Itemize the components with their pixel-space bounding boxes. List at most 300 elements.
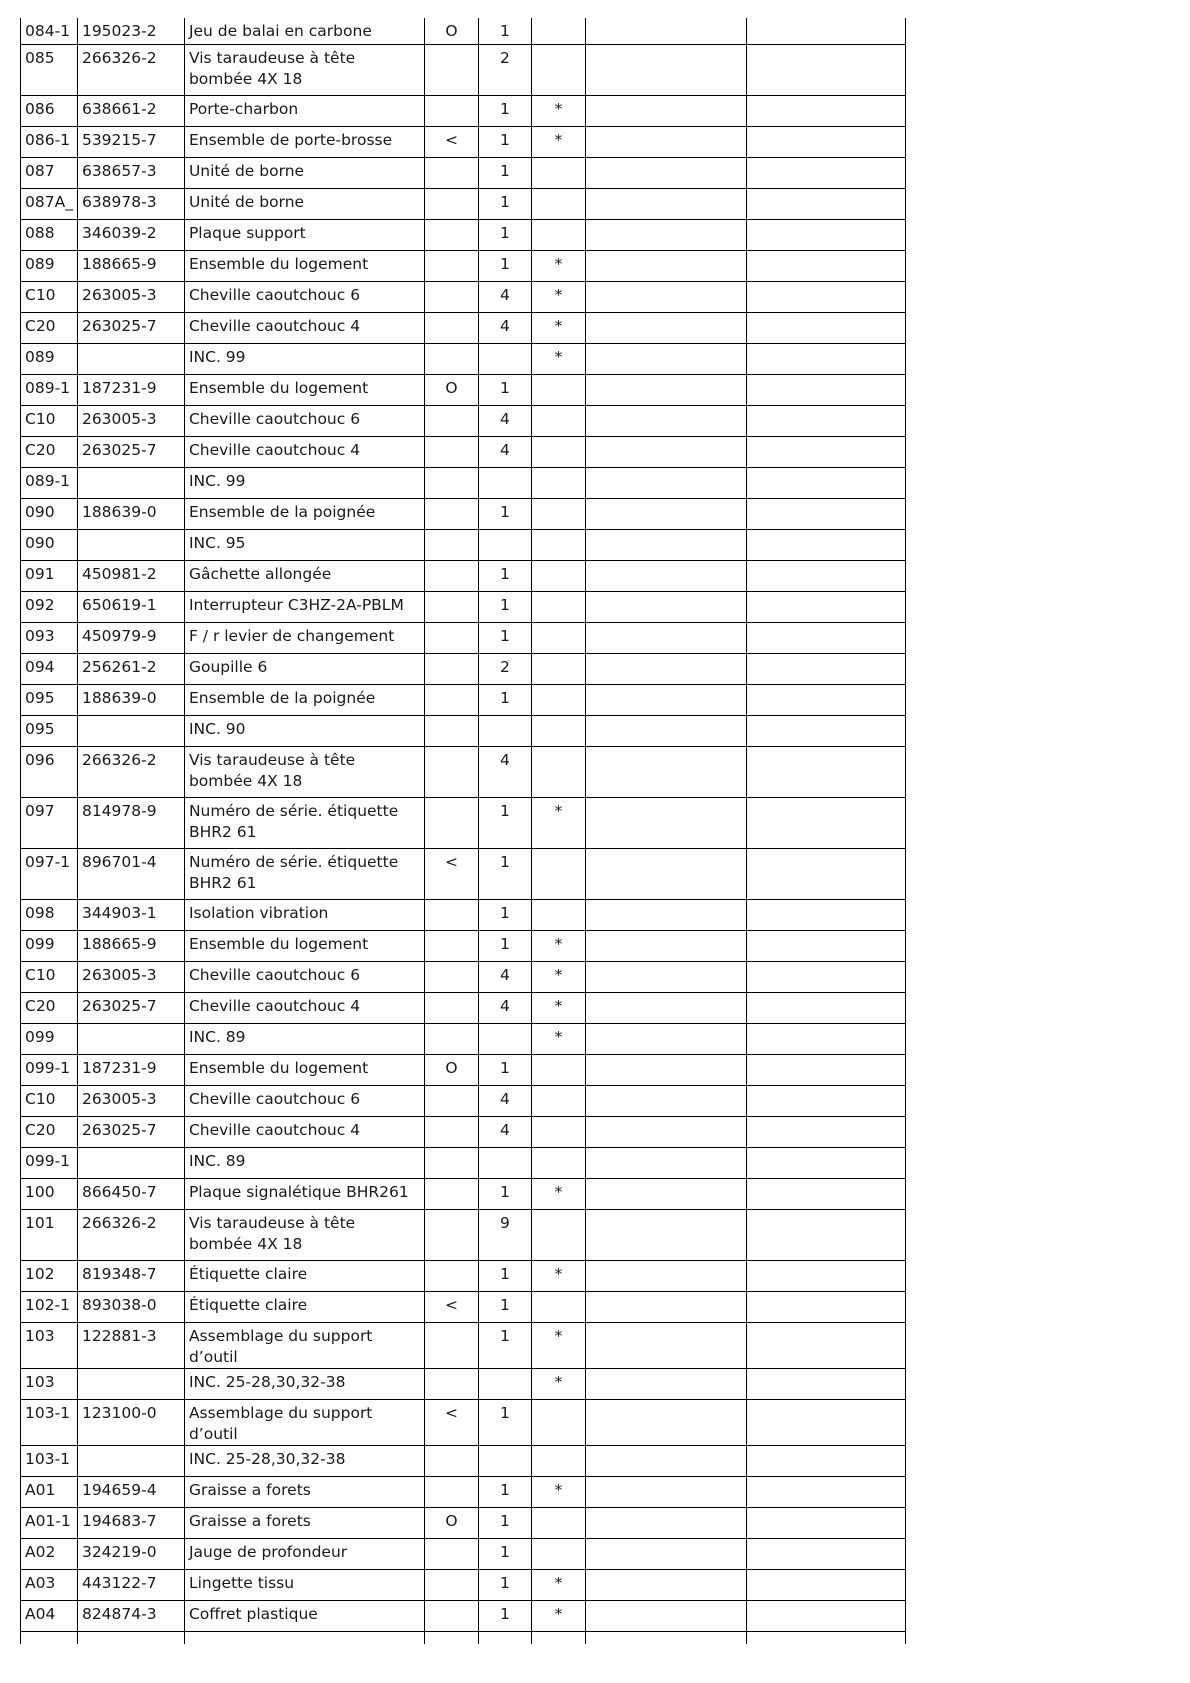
- blank-cell: [746, 468, 905, 499]
- description-cell: Ensemble du logement: [184, 1055, 424, 1086]
- marker-cell: O: [424, 1508, 478, 1539]
- part-number-cell: 324219-0: [77, 1539, 184, 1570]
- blank-cell: [585, 127, 746, 158]
- blank-cell: [585, 499, 746, 530]
- blank-cell: [585, 623, 746, 654]
- item-number-cell: 089: [21, 344, 78, 375]
- description-cell: Porte-charbon: [184, 96, 424, 127]
- part-number-cell: 896701-4: [77, 849, 184, 900]
- description-cell: INC. 25-28,30,32-38: [184, 1446, 424, 1477]
- quantity-cell: [478, 1024, 531, 1055]
- quantity-cell: 4: [478, 437, 531, 468]
- item-number-cell: 097: [21, 798, 78, 849]
- marker-cell: O: [424, 1055, 478, 1086]
- blank-cell: [746, 1148, 905, 1179]
- item-number-cell: 087: [21, 158, 78, 189]
- part-number-cell: [77, 344, 184, 375]
- flag-cell: [531, 530, 585, 561]
- blank-cell: [746, 375, 905, 406]
- table-row: [21, 747, 906, 798]
- blank-cell: [585, 18, 746, 45]
- parts-list-body: [21, 18, 906, 1644]
- flag-cell: [531, 1508, 585, 1539]
- table-row: [21, 685, 906, 716]
- part-number-cell: 266326-2: [77, 747, 184, 798]
- item-number-cell: 103: [21, 1323, 78, 1369]
- item-number-cell: 088: [21, 220, 78, 251]
- description-cell: Assemblage du support d’outil: [184, 1400, 424, 1446]
- table-row: [21, 1446, 906, 1477]
- item-number-cell: A01-1: [21, 1508, 78, 1539]
- part-number-cell: 194659-4: [77, 1477, 184, 1508]
- quantity-cell: [478, 530, 531, 561]
- part-number-cell: [77, 1369, 184, 1400]
- quantity-cell: [478, 1446, 531, 1477]
- item-number-cell: A04: [21, 1601, 78, 1632]
- table-row-continuation: [21, 1632, 906, 1645]
- part-number-cell: 539215-7: [77, 127, 184, 158]
- table-row: [21, 1400, 906, 1446]
- marker-cell: [424, 931, 478, 962]
- blank-cell: [585, 1055, 746, 1086]
- table-row: [21, 158, 906, 189]
- flag-cell: [531, 1055, 585, 1086]
- table-row: [21, 1601, 906, 1632]
- quantity-cell: 2: [478, 654, 531, 685]
- blank-cell: [21, 1632, 78, 1645]
- blank-cell: [746, 282, 905, 313]
- part-number-cell: 893038-0: [77, 1292, 184, 1323]
- blank-cell: [585, 375, 746, 406]
- part-number-cell: [77, 716, 184, 747]
- flag-cell: *: [531, 127, 585, 158]
- item-number-cell: C20: [21, 1117, 78, 1148]
- marker-cell: O: [424, 375, 478, 406]
- table-row: [21, 437, 906, 468]
- blank-cell: [585, 1508, 746, 1539]
- flag-cell: [531, 1210, 585, 1261]
- item-number-cell: 103: [21, 1369, 78, 1400]
- table-row: [21, 189, 906, 220]
- blank-cell: [746, 1179, 905, 1210]
- description-cell: Vis taraudeuse à tête bombée 4X 18: [184, 747, 424, 798]
- marker-cell: [424, 1446, 478, 1477]
- marker-cell: [424, 747, 478, 798]
- flag-cell: [531, 747, 585, 798]
- marker-cell: [424, 189, 478, 220]
- description-cell: INC. 89: [184, 1024, 424, 1055]
- part-number-cell: 263005-3: [77, 962, 184, 993]
- blank-cell: [585, 45, 746, 96]
- table-row: [21, 1570, 906, 1601]
- item-number-cell: C10: [21, 1086, 78, 1117]
- flag-cell: *: [531, 993, 585, 1024]
- table-row: [21, 468, 906, 499]
- table-row: [21, 623, 906, 654]
- blank-cell: [585, 1086, 746, 1117]
- blank-cell: [746, 654, 905, 685]
- part-number-cell: [77, 1148, 184, 1179]
- description-cell: Vis taraudeuse à tête bombée 4X 18: [184, 45, 424, 96]
- description-cell: Interrupteur C3HZ-2A-PBLM: [184, 592, 424, 623]
- flag-cell: [531, 406, 585, 437]
- marker-cell: [424, 282, 478, 313]
- part-number-cell: 195023-2: [77, 18, 184, 45]
- item-number-cell: 089: [21, 251, 78, 282]
- blank-cell: [746, 1210, 905, 1261]
- quantity-cell: [478, 716, 531, 747]
- table-row: [21, 592, 906, 623]
- table-row: [21, 900, 906, 931]
- flag-cell: [531, 220, 585, 251]
- table-row: [21, 1055, 906, 1086]
- quantity-cell: [478, 1369, 531, 1400]
- marker-cell: [424, 313, 478, 344]
- quantity-cell: 1: [478, 798, 531, 849]
- blank-cell: [746, 313, 905, 344]
- part-number-cell: 123100-0: [77, 1400, 184, 1446]
- flag-cell: [531, 592, 585, 623]
- table-row: [21, 1117, 906, 1148]
- quantity-cell: [478, 344, 531, 375]
- item-number-cell: 093: [21, 623, 78, 654]
- description-cell: Ensemble du logement: [184, 931, 424, 962]
- table-row: [21, 375, 906, 406]
- item-number-cell: 102-1: [21, 1292, 78, 1323]
- marker-cell: [424, 654, 478, 685]
- quantity-cell: [478, 1148, 531, 1179]
- table-row: [21, 1148, 906, 1179]
- marker-cell: <: [424, 127, 478, 158]
- description-cell: INC. 99: [184, 344, 424, 375]
- part-number-cell: 443122-7: [77, 1570, 184, 1601]
- blank-cell: [585, 220, 746, 251]
- part-number-cell: 188665-9: [77, 251, 184, 282]
- part-number-cell: 187231-9: [77, 375, 184, 406]
- flag-cell: [531, 189, 585, 220]
- flag-cell: [531, 561, 585, 592]
- description-cell: Ensemble de porte-brosse: [184, 127, 424, 158]
- flag-cell: *: [531, 931, 585, 962]
- marker-cell: [424, 1261, 478, 1292]
- item-number-cell: C20: [21, 437, 78, 468]
- blank-cell: [585, 993, 746, 1024]
- part-number-cell: [77, 468, 184, 499]
- item-number-cell: 096: [21, 747, 78, 798]
- description-cell: INC. 25-28,30,32-38: [184, 1369, 424, 1400]
- blank-cell: [585, 1400, 746, 1446]
- description-cell: F / r levier de changement: [184, 623, 424, 654]
- quantity-cell: 4: [478, 962, 531, 993]
- blank-cell: [184, 1632, 424, 1645]
- quantity-cell: 1: [478, 375, 531, 406]
- blank-cell: [746, 623, 905, 654]
- blank-cell: [585, 561, 746, 592]
- part-number-cell: 188639-0: [77, 685, 184, 716]
- description-cell: Cheville caoutchouc 4: [184, 313, 424, 344]
- item-number-cell: 090: [21, 499, 78, 530]
- blank-cell: [585, 406, 746, 437]
- description-cell: INC. 89: [184, 1148, 424, 1179]
- marker-cell: [424, 962, 478, 993]
- part-number-cell: 194683-7: [77, 1508, 184, 1539]
- description-cell: Cheville caoutchouc 4: [184, 1117, 424, 1148]
- description-cell: Étiquette claire: [184, 1261, 424, 1292]
- blank-cell: [77, 1632, 184, 1645]
- item-number-cell: 095: [21, 716, 78, 747]
- marker-cell: [424, 798, 478, 849]
- blank-cell: [746, 747, 905, 798]
- marker-cell: [424, 344, 478, 375]
- table-row: [21, 1539, 906, 1570]
- table-row: [21, 18, 906, 45]
- blank-cell: [585, 1601, 746, 1632]
- flag-cell: [531, 437, 585, 468]
- blank-cell: [424, 1632, 478, 1645]
- blank-cell: [746, 1601, 905, 1632]
- description-cell: INC. 99: [184, 468, 424, 499]
- quantity-cell: 4: [478, 993, 531, 1024]
- marker-cell: [424, 1148, 478, 1179]
- blank-cell: [746, 499, 905, 530]
- blank-cell: [585, 1261, 746, 1292]
- flag-cell: *: [531, 1369, 585, 1400]
- flag-cell: *: [531, 96, 585, 127]
- blank-cell: [585, 716, 746, 747]
- quantity-cell: 1: [478, 1261, 531, 1292]
- table-row: [21, 962, 906, 993]
- blank-cell: [531, 1632, 585, 1645]
- description-cell: Cheville caoutchouc 4: [184, 437, 424, 468]
- item-number-cell: 089-1: [21, 468, 78, 499]
- marker-cell: [424, 1369, 478, 1400]
- blank-cell: [746, 1400, 905, 1446]
- blank-cell: [746, 1323, 905, 1369]
- blank-cell: [746, 1632, 905, 1645]
- quantity-cell: 1: [478, 561, 531, 592]
- quantity-cell: 1: [478, 158, 531, 189]
- part-number-cell: 824874-3: [77, 1601, 184, 1632]
- part-number-cell: 266326-2: [77, 1210, 184, 1261]
- quantity-cell: 1: [478, 1570, 531, 1601]
- item-number-cell: 094: [21, 654, 78, 685]
- flag-cell: *: [531, 282, 585, 313]
- blank-cell: [746, 1292, 905, 1323]
- quantity-cell: 4: [478, 313, 531, 344]
- blank-cell: [746, 1477, 905, 1508]
- marker-cell: [424, 1323, 478, 1369]
- flag-cell: *: [531, 344, 585, 375]
- blank-cell: [585, 1632, 746, 1645]
- quantity-cell: 1: [478, 1292, 531, 1323]
- part-number-cell: 263005-3: [77, 406, 184, 437]
- part-number-cell: 866450-7: [77, 1179, 184, 1210]
- blank-cell: [746, 900, 905, 931]
- part-number-cell: 266326-2: [77, 45, 184, 96]
- description-cell: Jauge de profondeur: [184, 1539, 424, 1570]
- marker-cell: [424, 1570, 478, 1601]
- table-row: [21, 1369, 906, 1400]
- table-row: [21, 654, 906, 685]
- description-cell: Étiquette claire: [184, 1292, 424, 1323]
- quantity-cell: 4: [478, 406, 531, 437]
- part-number-cell: 263025-7: [77, 1117, 184, 1148]
- quantity-cell: 1: [478, 189, 531, 220]
- table-row: [21, 406, 906, 437]
- part-number-cell: 819348-7: [77, 1261, 184, 1292]
- flag-cell: [531, 900, 585, 931]
- blank-cell: [585, 1570, 746, 1601]
- item-number-cell: 091: [21, 561, 78, 592]
- blank-cell: [746, 127, 905, 158]
- flag-cell: [531, 45, 585, 96]
- quantity-cell: 1: [478, 96, 531, 127]
- quantity-cell: 1: [478, 623, 531, 654]
- blank-cell: [585, 849, 746, 900]
- blank-cell: [585, 747, 746, 798]
- description-cell: Unité de borne: [184, 158, 424, 189]
- part-number-cell: 188639-0: [77, 499, 184, 530]
- item-number-cell: C10: [21, 282, 78, 313]
- blank-cell: [585, 96, 746, 127]
- flag-cell: [531, 849, 585, 900]
- marker-cell: [424, 437, 478, 468]
- flag-cell: [531, 158, 585, 189]
- blank-cell: [585, 654, 746, 685]
- flag-cell: [531, 468, 585, 499]
- item-number-cell: 089-1: [21, 375, 78, 406]
- item-number-cell: 087A_: [21, 189, 78, 220]
- item-number-cell: 085: [21, 45, 78, 96]
- marker-cell: [424, 499, 478, 530]
- description-cell: Unité de borne: [184, 189, 424, 220]
- flag-cell: [531, 716, 585, 747]
- parts-list-table: [20, 18, 906, 1644]
- marker-cell: [424, 685, 478, 716]
- blank-cell: [746, 96, 905, 127]
- blank-cell: [746, 1539, 905, 1570]
- blank-cell: [746, 530, 905, 561]
- blank-cell: [746, 716, 905, 747]
- blank-cell: [746, 158, 905, 189]
- table-row: [21, 1508, 906, 1539]
- part-number-cell: 263025-7: [77, 993, 184, 1024]
- part-number-cell: 638657-3: [77, 158, 184, 189]
- marker-cell: [424, 1117, 478, 1148]
- marker-cell: [424, 1179, 478, 1210]
- quantity-cell: 1: [478, 251, 531, 282]
- table-row: [21, 561, 906, 592]
- part-number-cell: 256261-2: [77, 654, 184, 685]
- part-number-cell: [77, 1024, 184, 1055]
- table-row: [21, 1210, 906, 1261]
- flag-cell: [531, 375, 585, 406]
- quantity-cell: 1: [478, 1477, 531, 1508]
- blank-cell: [746, 1446, 905, 1477]
- flag-cell: *: [531, 1261, 585, 1292]
- marker-cell: [424, 1601, 478, 1632]
- item-number-cell: 092: [21, 592, 78, 623]
- table-row: [21, 127, 906, 158]
- blank-cell: [746, 1369, 905, 1400]
- blank-cell: [746, 1055, 905, 1086]
- quantity-cell: 1: [478, 931, 531, 962]
- marker-cell: [424, 220, 478, 251]
- blank-cell: [585, 1148, 746, 1179]
- part-number-cell: 344903-1: [77, 900, 184, 931]
- blank-cell: [585, 251, 746, 282]
- marker-cell: [424, 96, 478, 127]
- flag-cell: [531, 1086, 585, 1117]
- blank-cell: [585, 1446, 746, 1477]
- table-row: [21, 1323, 906, 1369]
- blank-cell: [585, 1477, 746, 1508]
- quantity-cell: 1: [478, 592, 531, 623]
- blank-cell: [585, 1024, 746, 1055]
- table-row: [21, 220, 906, 251]
- item-number-cell: 103-1: [21, 1400, 78, 1446]
- blank-cell: [585, 931, 746, 962]
- quantity-cell: 1: [478, 1400, 531, 1446]
- description-cell: INC. 90: [184, 716, 424, 747]
- description-cell: Cheville caoutchouc 4: [184, 993, 424, 1024]
- quantity-cell: 1: [478, 685, 531, 716]
- flag-cell: [531, 1400, 585, 1446]
- flag-cell: [531, 1148, 585, 1179]
- item-number-cell: 100: [21, 1179, 78, 1210]
- blank-cell: [746, 592, 905, 623]
- description-cell: Graisse a forets: [184, 1477, 424, 1508]
- marker-cell: [424, 406, 478, 437]
- description-cell: Assemblage du support d’outil: [184, 1323, 424, 1369]
- table-row: [21, 530, 906, 561]
- blank-cell: [585, 1210, 746, 1261]
- description-cell: Goupille 6: [184, 654, 424, 685]
- part-number-cell: 263025-7: [77, 437, 184, 468]
- marker-cell: [424, 716, 478, 747]
- part-number-cell: 638978-3: [77, 189, 184, 220]
- quantity-cell: 4: [478, 282, 531, 313]
- quantity-cell: 4: [478, 1086, 531, 1117]
- blank-cell: [746, 1508, 905, 1539]
- marker-cell: [424, 45, 478, 96]
- blank-cell: [746, 962, 905, 993]
- quantity-cell: [478, 468, 531, 499]
- blank-cell: [585, 437, 746, 468]
- table-row: [21, 993, 906, 1024]
- part-number-cell: [77, 530, 184, 561]
- description-cell: Plaque signalétique BHR261: [184, 1179, 424, 1210]
- flag-cell: *: [531, 313, 585, 344]
- item-number-cell: 097-1: [21, 849, 78, 900]
- flag-cell: [531, 1539, 585, 1570]
- quantity-cell: 4: [478, 1117, 531, 1148]
- marker-cell: [424, 993, 478, 1024]
- table-row: [21, 1261, 906, 1292]
- flag-cell: *: [531, 962, 585, 993]
- quantity-cell: 1: [478, 900, 531, 931]
- table-row: [21, 344, 906, 375]
- marker-cell: [424, 158, 478, 189]
- blank-cell: [746, 1261, 905, 1292]
- description-cell: Ensemble de la poignée: [184, 499, 424, 530]
- description-cell: Cheville caoutchouc 6: [184, 1086, 424, 1117]
- quantity-cell: 1: [478, 499, 531, 530]
- blank-cell: [746, 251, 905, 282]
- blank-cell: [746, 437, 905, 468]
- blank-cell: [585, 530, 746, 561]
- quantity-cell: 1: [478, 1179, 531, 1210]
